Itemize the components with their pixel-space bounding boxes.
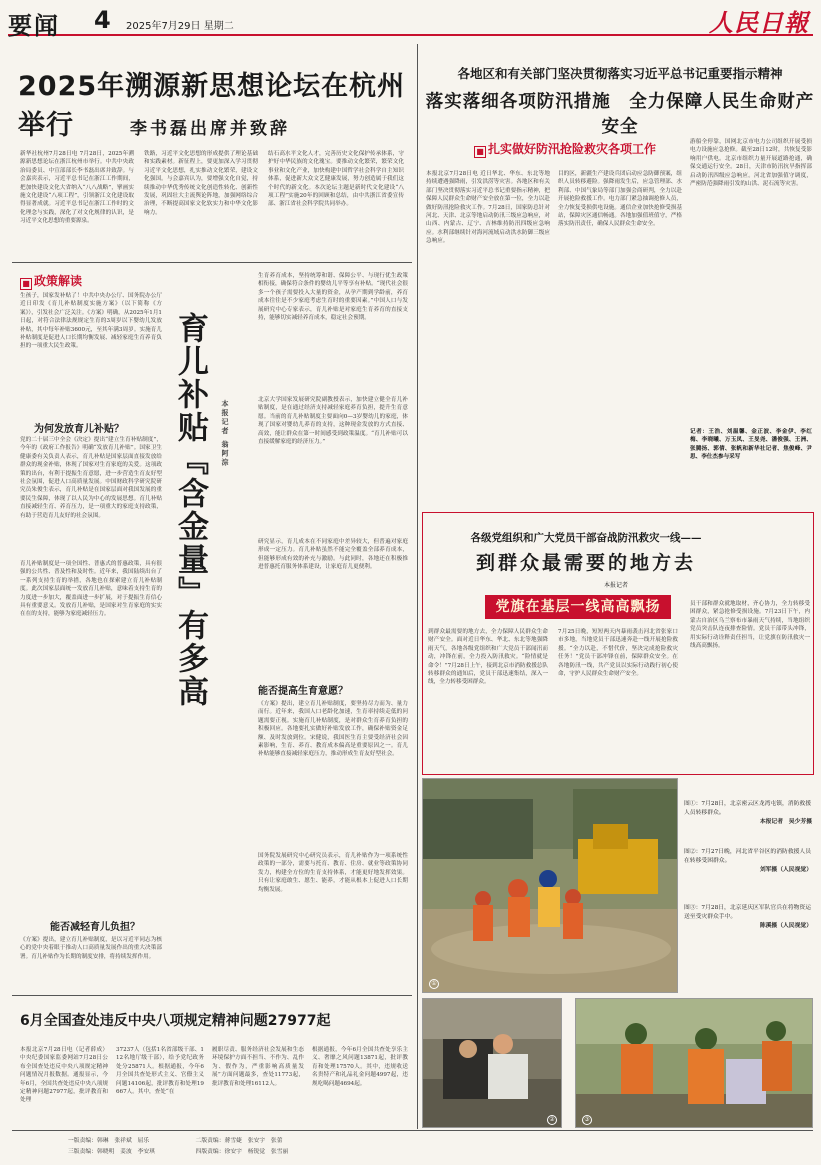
feature-byline: 本报记者 bbox=[604, 582, 629, 589]
discipline-col4: 根据通报，今年6月全国共查处享乐主义、奢靡之风问题13871起，批评教育和处理17570人。其中，违规收送名贵特产和礼品礼金问题4997起，违规吃喝问题4694起。 bbox=[312, 1047, 408, 1087]
policy-intro: 生孩子，国家发补贴了！中共中央办公厅、国务院办公厅近日印发《育儿补贴制度实施方案》（以下简称《方案》），引发社会广泛关注。《方案》明确，从2025年1月1日起，对符合法律法规规定生育的3周岁以下婴幼儿发放补贴，其中每年补贴3600元，至其年满3周岁。实施育儿补贴制度是促进人口长期均衡发展、减轻家庭生育养育负担的一项重大民生政策。 bbox=[20, 293, 162, 350]
caption-2-credit: 刘军摄（人民视觉） bbox=[759, 867, 812, 873]
tag-square-icon: ■ bbox=[474, 146, 486, 158]
discipline-col2: 37237人（包括1名省部级干部、112名地厅级干部），给予党纪政务处分25871人。根据通报，今年6月全国共查处形式主义、官僚主义问题14106起，批评教育和处理19667人。其中，查处“在 bbox=[116, 1047, 204, 1096]
policy-question-2: 能否减轻育儿负担？ bbox=[50, 922, 140, 933]
flood-col1: 本报北京7月28日电 近日华北、华东、东北等地持续遭遇强降雨，引发洪涝等灾害。各地区和有关部门坚决贯彻落实习近平总书记重要指示精神，把保障人民群众生命财产安全放在第一位，全力以赴做好防汛抢险救灾工作。7月28日，国家防总针对河北、天津、北京等地启动防汛三级应急响应，对山西、内蒙古、辽宁、吉林维持防汛四级应急响应。水利部继续针对海河流域启动洪水防御三级应急响应。 bbox=[426, 171, 550, 245]
photo-number-badge: ③ bbox=[582, 1115, 592, 1125]
vertical-headline: 育儿补贴『含金量』有多高 bbox=[172, 312, 208, 708]
feature-kicker: 各级党组织和广大党员干部奋战防汛救灾一线—— bbox=[470, 532, 702, 544]
photo-number-badge: ② bbox=[547, 1115, 557, 1125]
subsidy-article-p4: 《方案》提出，建立育儿补贴制度，要坚持尽力而为、量力而行。近年来，我国人口老龄化加速，生育率持续走低的问题需要正视。实施育儿补贴制度，是对群众生育养育负担的积极回应。各地要扎实做好补贴发放工作，确保补贴资金足额、及时发放到位。宋健说，我国医生育主要受经济社会因素影响，生育、养育、教育成本偏高是重要原因之一。育儿补贴能够直接减轻家庭压力，推动形成生育友好型社会。 bbox=[258, 701, 408, 758]
photo-3-image bbox=[576, 999, 813, 1128]
discipline-col1: 本报北京7月28日电（记者薛成）中央纪委国家监委网站7月28日公布全国查处违反中央八项规定精神问题情况月报数据。通报显示，今年6月，全国共查处违反中央八项规定精神问题27977起，批评教育和处理 bbox=[20, 1047, 108, 1104]
policy-paragraph-2: 育儿补贴制度是一项全国性、普惠式的普惠政策，具有很强的公共性、普及性和及时性。近年来，我国陆续出台了一系列支持生育的举措，各地也在探索建立育儿补贴制度。此次国家层面统一发放育儿补贴，意味着支持生育的力度进一步加大，覆盖面进一步扩展，对于提振生育信心具有重要意义。发放育儿补贴，是国家对生育家庭的实实在在的支持，能够为家庭减轻压力。 bbox=[20, 561, 162, 618]
flood-rescue-photo-3 bbox=[575, 998, 813, 1128]
policy-paragraph-1: 党的二十届三中全会《决定》提出“建立生育补贴制度”，今年的《政府工作报告》明确“发放育儿补贴”。国家卫生健康委有关负责人表示，育儿补贴是国家层面直接发放给群众的现金补贴，体现了国家对生育家庭的关爱。这项政策的出台，有利于提振生育意愿，进一步营造生育友好型社会氛围，促进人口高质量发展。中国财政科学研究院研究员朱俊生表示，育儿补贴是在国家层面对我国发展的重要民生保障，体现了以人民为中心的发展思想。育儿补贴直接减轻生育、养育压力，是一项重大的家庭支持政策，有助于营造育儿友好的社会氛围。 bbox=[20, 437, 162, 519]
caption-1-credit: 本报记者 吴少芳摄 bbox=[759, 819, 812, 825]
feature-col3: 员干部和群众就地取材，齐心协力，全力转移受困群众，紧急抢修受损设施。7月23日下午，内蒙古自治区乌兰察布市暴雨天气持续，当地组织党员突击队连夜排查险情。党员干部带头冲锋，用实际行动诠释责任担当，让党旗在防汛救灾一线高高飘扬。 bbox=[690, 601, 810, 650]
column-divider bbox=[417, 44, 418, 1129]
section-divider bbox=[12, 995, 412, 996]
subsidy-article-p3: 研究显示，育儿成本在不同家庭中差异较大，但普遍对家庭形成一定压力。育儿补贴虽然不能完全覆盖全部养育成本，但能够形成有效的补充与激励。与此同时，各地还在积极推进普惠托育服务体系建设，让家庭育儿更便利。 bbox=[258, 539, 408, 571]
subsidy-article-p2: 北京大学国家发展研究院副教授表示，加快建立健全育儿补贴制度，是在通过经济支持减轻家庭养育负担，提升生育意愿。当前的育儿补贴制度主要面向0—3岁婴幼儿的家庭，体现了国家对婴幼儿养育的支持，这种现金发放的方式直接、高效，能让群众在第一时间感受到政策温度。“育儿补贴可以直接缓解家庭的经济压力。” bbox=[258, 397, 408, 446]
policy-paragraph-3: 《方案》提出，建立育儿补贴制度，是以习近平同志为核心的党中央着眼于推动人口高质量发展作出的重大决策部署。育儿补贴作为长期的制度安排，将持续发挥作用。 bbox=[20, 937, 162, 960]
issue-date: 2025年7月29日 星期二 bbox=[126, 21, 234, 32]
caption-1-text: 图①：7月28日，北京密云区龙湾屯镇，消防救援人员转移群众。 bbox=[684, 801, 812, 816]
photo-2-caption bbox=[684, 848, 812, 875]
tag-square-icon: ■ bbox=[20, 278, 32, 290]
feature-col1: 到群众最需要的地方去，全力保障人民群众生命财产安全。面对近日华东、华北、东北等地强降雨天气，各地各级党组织和广大党员干部闻汛而动，冲锋在前，全力投入防汛救灾。“险情就是命令！”7月28日上午，接到北京市消防救援总队转移群众的通知后，党员干部迅速集结，深入一线，全力转移受困群众。 bbox=[428, 629, 548, 686]
vertical-byline: 本报记者 翁阿淙 bbox=[221, 400, 229, 468]
policy-tag-label: 政策解读 bbox=[34, 274, 83, 288]
flood-headline: 落实落细各项防汛措施 全力保障人民生命财产安全 bbox=[425, 92, 815, 137]
subheadline-forum: 李书磊出席并致辞 bbox=[130, 119, 290, 139]
flood-col2: 目的区，新疆生产建设兵团启动应急防御预案，组织人员转移避险。强降雨发生后，应急管理部、水利部、中国气象局等部门加强会商研判，全力以赴开展抢险救援工作。电力部门紧急抽调抢修人员，全力恢复受损供电设施。通信企业加快抢修受损基站，保障灾区通信畅通。各地加强值班值守，严格落实防汛责任，确保人民群众生命安全。 bbox=[558, 171, 682, 228]
caption-2-text: 图②：7月27日晚，河北省平谷区的消防救援人员在转移受困群众。 bbox=[684, 849, 812, 864]
photo-number-badge: ① bbox=[429, 979, 439, 989]
page-number: 4 bbox=[94, 6, 111, 34]
flood-rescue-photo-1 bbox=[422, 778, 678, 993]
photo-1-caption bbox=[684, 800, 812, 827]
section-name: 要闻 bbox=[8, 12, 60, 40]
flood-rescue-photo-2 bbox=[422, 998, 562, 1128]
subsidy-question-3: 能否提高生育意愿？ bbox=[258, 686, 348, 697]
discipline-col3: 履职尽责、服务经济社会发展和生态环境保护方面不担当、不作为、乱作为、假作为，严重影响高质量发展”方面问题最多，查处11773起，批评教育和处理16112人。 bbox=[212, 1047, 304, 1087]
section-divider bbox=[12, 262, 412, 263]
caption-3-text: 图③：7月28日，北京延庆区军队官兵在将物资运送至受灾群众手中。 bbox=[684, 905, 812, 920]
footer-editors-row-1: 一版责编：韩琳 张祥斌 屈乐 二版责编：蔣雪婕 张安宇 张蕾 bbox=[68, 1138, 283, 1144]
masthead-logo: 人民日報 bbox=[709, 8, 809, 37]
subsidy-article-p1: 生育养育成本，坚持统筹和谐、保障公平、与现行优生政策相衔接，确保符合条件的婴幼儿平等享有补贴。“现代社会很多一个孩子需要投入大量的资金，从孕产期到学龄前，养育成本往往是不少家庭考虑生育时的重要因素。”中国人口与发展研究中心专家表示，育儿补贴是对家庭生育养育的直接支持，能够切实减轻养育成本，稳定社会预期。 bbox=[258, 273, 408, 322]
photo-2-image bbox=[423, 999, 562, 1128]
photo-1-image bbox=[423, 779, 678, 993]
forum-article-col2: 铁路，习近平文化思想的形成提供了理论基础和实践素材。新征程上，要更加深入学习贯彻习近平文化思想，扎实推动文化繁荣，建设文化强国。与会嘉宾认为，要增强文化自觉，持续推动中华优秀传统文化创造性转化、创新性发展，巩固壮大主流舆论阵地，加强网络综合治理，不断提高国家文化软实力和中华文化影响力。 bbox=[144, 151, 258, 216]
headline-forum: 2025年溯源新思想论坛在杭州举行 bbox=[18, 71, 406, 141]
caption-3-credit: 陈溪摄（人民视觉） bbox=[759, 923, 812, 929]
forum-article-col1: 新华社杭州7月28日电 7月28日，2025年溯源新思想论坛在浙江杭州市举行。中共中央政治局委员、中宣部部长李书磊出席并致辞。与会嘉宾表示，习近平总书记在浙江工作期间，把加快建设文化大省纳入“八八战略”，擘画实施文化建设“八项工程”，引领浙江文化建设取得显著成就。习近平总书记在浙江工作时的文化理念与实践，深化了对文化规律的认识，是习近平文化思想的重要源泉。 bbox=[20, 151, 134, 225]
feature-headline: 到群众最需要的地方去 bbox=[475, 552, 696, 574]
flood-col3: 游船全停靠，国网北京市电力公司组织开展受损电力设施应急抢修。截至28日12时，共恢复受影响用户供电。北京市组织力量开展道路抢通，确保交通运行安全。28日，天津市防汛抗旱指挥部启动防汛四级应急响应。河北省加强值守调度，严密防范强降雨引发的山洪、泥石流等灾害。 bbox=[690, 139, 812, 188]
subsidy-article-p5: 国务院发展研究中心研究员表示，育儿补贴作为一项系统性政策的一部分，需要与托育、教育、住房、就业等政策协同发力，构建全方位的生育支持体系，才能更好地发挥效果。只有让家庭敢生、愿生、能养，才能从根本上促进人口长期均衡发展。 bbox=[258, 853, 408, 893]
feature-col2: 7月25日晚，短短两天内暴雨袭击河北省张家口市多地，当地党员干部迅速奔赴一线开展抢险救援。“全力以赴，不惜代价，坚决完成抢险救灾任务！”党员干部冲锋在前，保障群众安全。在各地防汛一线，共产党员以实际行动践行初心使命，守护人民群众生命财产安全。 bbox=[558, 629, 678, 678]
flood-contributors: 记者：王浩、刘温馨、金正波、李金伊、李红梅、李晓曦、万玉凤、王旻尧、潘俊强、王洲、张腾扬、郭倩、张帆和新华社记者、焦俊峰、尹思、李仕杰参与采写 bbox=[690, 429, 812, 461]
policy-question-1: 为何发放育儿补贴？ bbox=[34, 424, 124, 435]
section-divider bbox=[12, 1130, 813, 1131]
flood-tag-label: 扎实做好防汛抢险救灾各项工作 bbox=[488, 142, 657, 156]
flood-kicker: 各地区和有关部门坚决贯彻落实习近平总书记重要指示精神 bbox=[457, 66, 783, 81]
discipline-headline: 6月全国查处违反中央八项规定精神问题27977起 bbox=[20, 1013, 331, 1029]
forum-article-col3: 结石高水平文化人才，完善历史文化保护传承体系，守护好中华民族的文化瑰宝。要推动文化繁荣，繁荣文化事业和文化产业，加快构建中国哲学社会科学自主知识体系，促进新大众文艺健康发展，努力创造属于我们这个时代的新文化。本次论坛主题是新时代文化建设“八项工程”实施20年的回顾和总结，由中共浙江省委宣传部、浙江省社会科学院共同举办。 bbox=[268, 151, 404, 208]
page-header bbox=[8, 6, 813, 40]
policy-tag bbox=[20, 272, 82, 290]
feature-banner: 党旗在基层一线高高飘扬 bbox=[485, 595, 671, 619]
photo-3-caption bbox=[684, 904, 812, 931]
footer-editors-row-2: 三版责编：韩晓明 姜波 李安琪 四版责编：徐安宇 杨锐觉 张雪丽 bbox=[68, 1149, 289, 1155]
flood-tag bbox=[474, 140, 656, 158]
